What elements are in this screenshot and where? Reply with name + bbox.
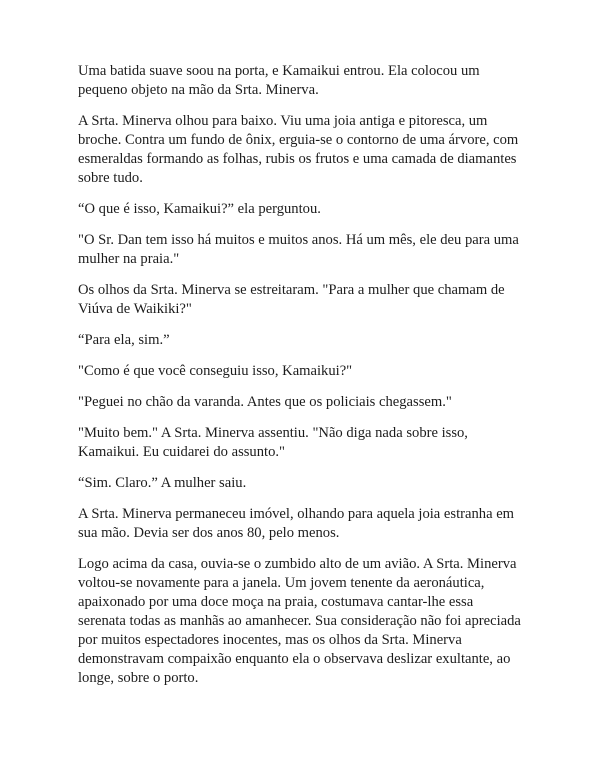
paragraph: A Srta. Minerva permaneceu imóvel, olhando para aquela joia estranha em sua mão. Devia ser dos anos 80, pelo menos. [78,506,515,541]
paragraph: "Como é que você conseguiu isso, Kamaikui?" [78,363,353,379]
paragraph: “Sim. Claro.” A mulher saiu. [78,475,247,491]
paragraph: “O que é isso, Kamaikui?” ela perguntou. [78,201,321,217]
paragraph: "Peguei no chão da varanda. Antes que os policiais chegassem." [78,394,452,410]
document-page [78,62,530,700]
paragraph: “Para ela, sim.” [78,332,170,348]
paragraph: "Muito bem." A Srta. Minerva assentiu. "Não diga nada sobre isso, Kamaikui. Eu cuidarei do assunto." [78,425,468,460]
paragraph: Uma batida suave soou na porta, e Kamaikui entrou. Ela colocou um pequeno objeto na mão da Srta. Minerva. [78,63,480,98]
paragraph: Logo acima da casa, ouvia-se o zumbido alto de um avião. A Srta. Minerva voltou-se novamente para a janela. Um jovem tenente da aeronáutica, apaixonado por uma doce moça na praia, costumava cantar-lhe essa serenata todas as manhãs ao amanhecer. Sua consideração não foi apreciada por muitos espectadores inocentes, mas os olhos da Srta. Minerva demonstravam compaixão enquanto ela o observava deslizar exultante, ao longe, sobre o porto. [78,556,521,686]
paragraph: Os olhos da Srta. Minerva se estreitaram. "Para a mulher que chamam de Viúva de Waikiki?" [78,282,505,317]
paragraph: A Srta. Minerva olhou para baixo. Viu uma joia antiga e pitoresca, um broche. Contra um fundo de ônix, erguia-se o contorno de uma árvore, com esmeraldas formando as folhas, rubis os frutos e uma camada de diamantes sobre tudo. [78,113,519,186]
paragraph: "O Sr. Dan tem isso há muitos e muitos anos. Há um mês, ele deu para uma mulher na praia." [78,232,519,267]
